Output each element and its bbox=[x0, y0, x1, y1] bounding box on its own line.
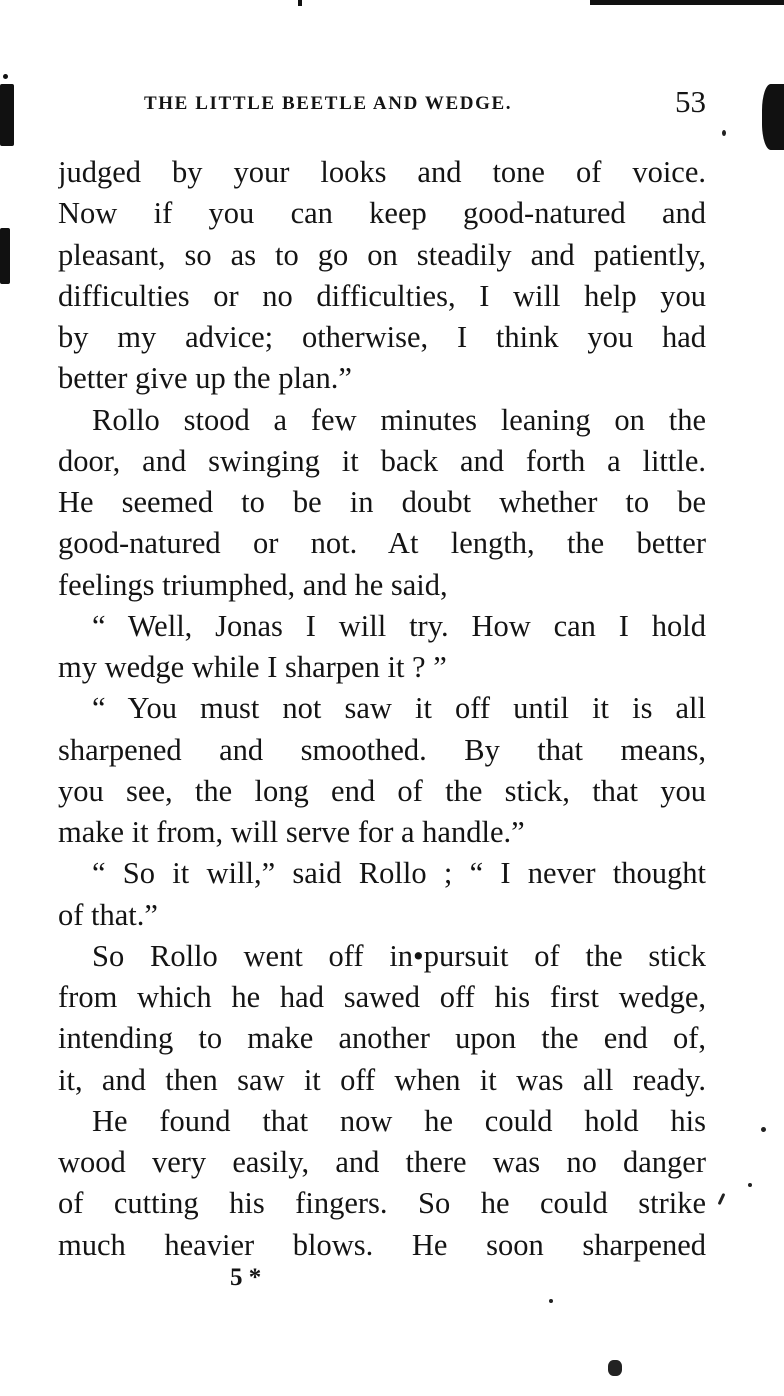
text-line: door, and swinging it back and forth a little. bbox=[58, 443, 706, 478]
text-line: difficulties or no difficulties, I will help you bbox=[58, 278, 706, 313]
text-line: by my advice; otherwise, I think you had bbox=[58, 320, 706, 354]
scan-artifact-top-rule bbox=[590, 0, 784, 5]
page-number: 53 bbox=[675, 84, 706, 119]
text-line: judged by your looks and tone of voice. bbox=[58, 155, 706, 189]
scan-speck bbox=[748, 1183, 752, 1187]
text-line: Now if you can keep good-natured and bbox=[58, 196, 706, 231]
text-line: “ Well, Jonas I will try. How can I hold bbox=[92, 608, 706, 643]
text-line: much heavier blows. He soon sharpened bbox=[58, 1227, 706, 1262]
text-line: it, and then saw it off when it was all ready. bbox=[58, 1062, 706, 1097]
text-line: pleasant, so as to go on steadily and patiently, bbox=[58, 237, 706, 272]
scan-speck bbox=[761, 1127, 766, 1132]
text-line: of that.” bbox=[58, 897, 158, 932]
scan-artifact-left-mark-lower bbox=[0, 228, 10, 284]
scan-artifact-right-mark bbox=[762, 84, 784, 150]
text-line: good-natured or not. At length, the better bbox=[58, 526, 706, 561]
signature-mark: 5 * bbox=[230, 1264, 262, 1291]
text-line: you see, the long end of the stick, that you bbox=[58, 773, 706, 808]
scan-speck bbox=[718, 1193, 726, 1205]
text-line: of cutting his fingers. So he could strike bbox=[58, 1186, 706, 1221]
text-line: intending to make another upon the end of, bbox=[58, 1021, 706, 1056]
scan-speck bbox=[608, 1360, 622, 1376]
running-title: THE LITTLE BEETLE AND WEDGE. bbox=[144, 93, 513, 114]
text-line: sharpened and smoothed. By that means, bbox=[58, 732, 706, 767]
scan-artifact-top-dot bbox=[298, 0, 302, 6]
text-line: He seemed to be in doubt whether to be bbox=[58, 485, 706, 519]
text-line: Rollo stood a few minutes leaning on the bbox=[92, 402, 706, 437]
text-line: wood very easily, and there was no danger bbox=[58, 1145, 706, 1179]
text-line: my wedge while I sharpen it ? ” bbox=[58, 650, 447, 684]
text-line: So Rollo went off in•pursuit of the stick bbox=[92, 938, 706, 973]
scan-speck bbox=[549, 1299, 553, 1303]
scan-artifact-left-dot bbox=[3, 74, 8, 79]
text-line: “ You must not saw it off until it is all bbox=[92, 691, 706, 726]
text-line: better give up the plan.” bbox=[58, 361, 352, 396]
scan-artifact-left-mark bbox=[0, 84, 14, 146]
text-line: “ So it will,” said Rollo ; “ I never thought bbox=[92, 856, 706, 891]
text-line: from which he had sawed off his first wedge, bbox=[58, 980, 706, 1014]
body-text bbox=[58, 152, 706, 1266]
text-line: make it from, will serve for a handle.” bbox=[58, 815, 525, 849]
running-head bbox=[58, 84, 706, 124]
text-line: feelings triumphed, and he said, bbox=[58, 567, 448, 602]
scan-speck bbox=[722, 130, 726, 136]
text-line: He found that now he could hold his bbox=[92, 1103, 706, 1138]
